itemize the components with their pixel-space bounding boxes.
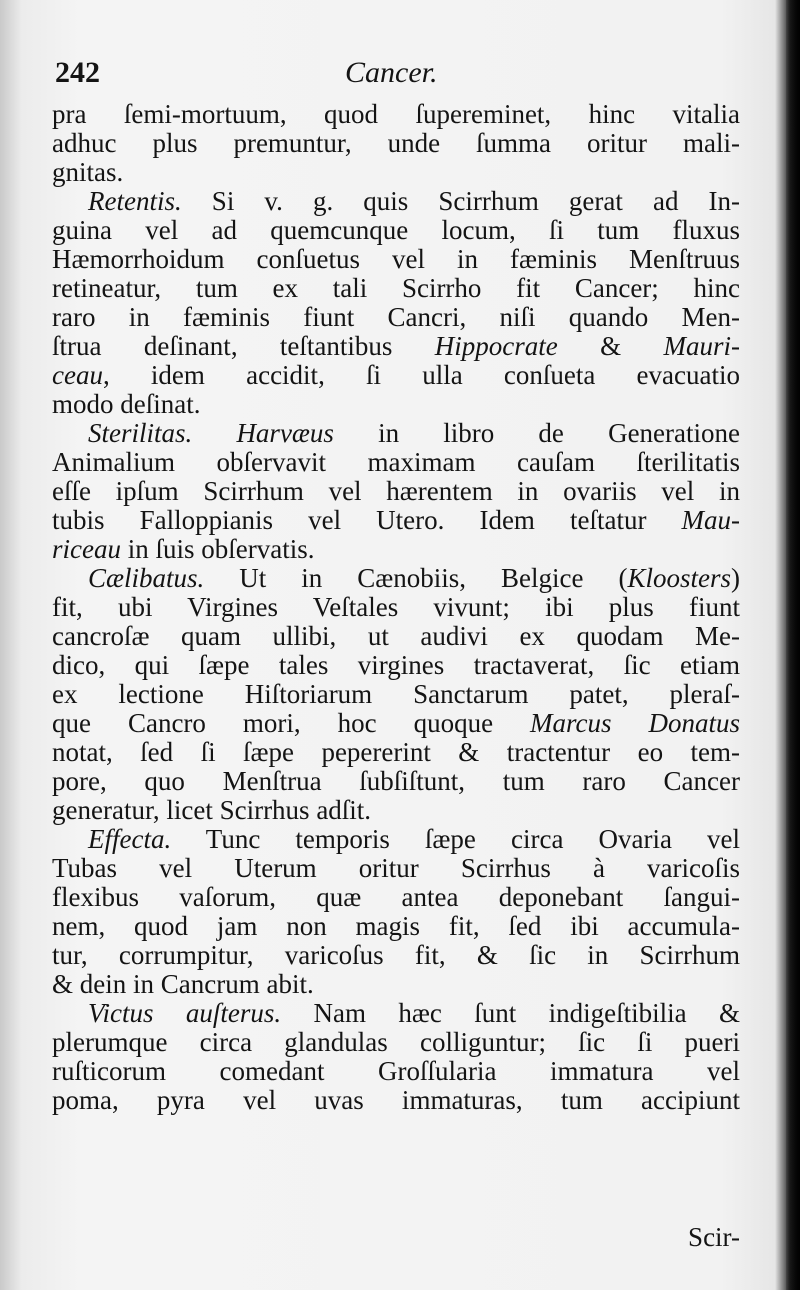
italic-run: ceau	[52, 360, 103, 390]
text-run: gnitas.	[52, 157, 124, 187]
text-line	[52, 970, 740, 999]
text-run: pra ſemi-mortuum, quod ſupereminet, hinc vitalia	[52, 99, 740, 129]
text-line	[52, 1086, 740, 1115]
text-line	[52, 419, 740, 448]
text-line	[52, 854, 740, 883]
text-line	[52, 767, 740, 796]
text-run: Ut in Cænobiis, Belgice (	[204, 563, 628, 593]
text-line	[52, 738, 740, 767]
text-run: eſſe ipſum Scirrhum vel hærentem in ovariis vel in	[52, 476, 740, 506]
italic-run: riceau	[52, 534, 121, 564]
text-line	[52, 158, 740, 187]
italic-run: Kloosters	[627, 563, 731, 593]
text-run: ſtrua deſinant, teſtantibus	[52, 331, 435, 361]
text-run: Animalium obſervavit maximam cauſam ſterilitatis	[52, 447, 740, 477]
text-line	[52, 274, 740, 303]
text-line	[52, 593, 740, 622]
text-line	[52, 680, 740, 709]
italic-run: Hippocrate	[434, 331, 558, 361]
italic-run: Retentis.	[88, 186, 182, 216]
italic-run: Harvæus	[236, 418, 334, 448]
text-line	[52, 651, 740, 680]
text-line	[52, 796, 740, 825]
text-line	[52, 883, 740, 912]
body-text	[52, 100, 740, 1115]
text-run: Tunc temporis ſæpe circa Ovaria vel	[171, 824, 740, 854]
text-line	[52, 303, 740, 332]
page-header	[55, 56, 745, 100]
page-number: 242	[55, 56, 100, 89]
text-run: in libro de Generatione	[333, 418, 740, 448]
text-run: tur, corrumpitur, varicoſus fit, & ſic in Scirrhum	[52, 940, 740, 970]
text-run: tubis Falloppianis vel Utero. Idem teſtatur	[52, 505, 682, 535]
text-run: raro in fæminis fiunt Cancri, niſi quando Men-	[52, 302, 740, 332]
italic-run: Victus auſterus.	[88, 998, 282, 1028]
text-run: modo deſinat.	[52, 389, 201, 419]
italic-run: Marcus Donatus	[530, 708, 740, 738]
text-run: nem, quod jam non magis fit, ſed ibi accumula-	[52, 911, 740, 941]
text-line	[52, 390, 740, 419]
text-line	[52, 187, 740, 216]
italic-run: Sterilitas.	[88, 418, 193, 448]
text-line	[52, 709, 740, 738]
italic-run: Effecta.	[88, 824, 172, 854]
text-line	[52, 912, 740, 941]
italic-run: Mau-	[681, 505, 740, 535]
catchword: Scir-	[688, 1222, 740, 1252]
text-run: flexibus vaſorum, quæ antea deponebant ſangui-	[52, 882, 740, 912]
text-line	[52, 535, 740, 564]
text-run	[192, 418, 236, 448]
text-run: ruſticorum comedant Groſſularia immatura vel	[52, 1056, 740, 1086]
text-run: dico, qui ſæpe tales virgines tractaverat, ſic etiam	[52, 650, 740, 680]
italic-run: Mauri-	[663, 331, 740, 361]
text-line	[52, 245, 740, 274]
text-run: retineatur, tum ex tali Scirrho fit Cancer; hinc	[52, 273, 740, 303]
text-run: &	[557, 331, 664, 361]
text-line	[52, 361, 740, 390]
text-run: Hæmorrhoidum conſuetus vel in fæminis Menſtruus	[52, 244, 740, 274]
text-line	[52, 999, 740, 1028]
text-line	[52, 129, 740, 158]
text-run: guina vel ad quemcunque locum, ſi tum fluxus	[52, 215, 740, 245]
text-line	[52, 332, 740, 361]
text-run: in ſuis obſervatis.	[120, 534, 315, 564]
text-line	[52, 564, 740, 593]
text-line	[52, 941, 740, 970]
text-run: & dein in Cancrum abit.	[52, 969, 314, 999]
text-run: fit, ubi Virgines Veſtales vivunt; ibi plus fiunt	[52, 592, 740, 622]
italic-run: Cælibatus.	[88, 563, 205, 593]
text-line	[52, 1028, 740, 1057]
page-edge-shadow	[786, 0, 800, 1290]
text-line	[52, 825, 740, 854]
text-run: Si v. g. quis Scirrhum gerat ad In-	[181, 186, 740, 216]
text-run: generatur, licet Scirrhus adſit.	[52, 795, 372, 825]
text-line	[52, 506, 740, 535]
text-run: )	[731, 563, 740, 593]
running-head: Cancer.	[345, 56, 438, 89]
text-run: poma, pyra vel uvas immaturas, tum accipiunt	[52, 1085, 740, 1115]
text-run: cancroſæ quam ullibi, ut audivi ex quodam Me-	[52, 621, 740, 651]
text-line	[52, 622, 740, 651]
text-run: que Cancro mori, hoc quoque	[52, 708, 531, 738]
text-run: pore, quo Menſtrua ſubſiſtunt, tum raro Cancer	[52, 766, 740, 796]
text-line	[52, 100, 740, 129]
text-line	[52, 477, 740, 506]
text-line	[52, 448, 740, 477]
text-run: ex lectione Hiſtoriarum Sanctarum patet, pleraſ-	[52, 679, 740, 709]
text-line	[52, 216, 740, 245]
text-run: plerumque circa glandulas colliguntur; ſic ſi pueri	[52, 1027, 740, 1057]
text-run: adhuc plus premuntur, unde ſumma oritur mali-	[52, 128, 740, 158]
text-line	[52, 1057, 740, 1086]
text-run: Nam hæc ſunt indigeſtibilia &	[281, 998, 740, 1028]
text-run: , idem accidit, ſi ulla conſueta evacuatio	[102, 360, 740, 390]
text-run: Tubas vel Uterum oritur Scirrhus à varicoſis	[52, 853, 740, 883]
text-run: notat, ſed ſi ſæpe pepererint & tractentur eo tem-	[52, 737, 740, 767]
